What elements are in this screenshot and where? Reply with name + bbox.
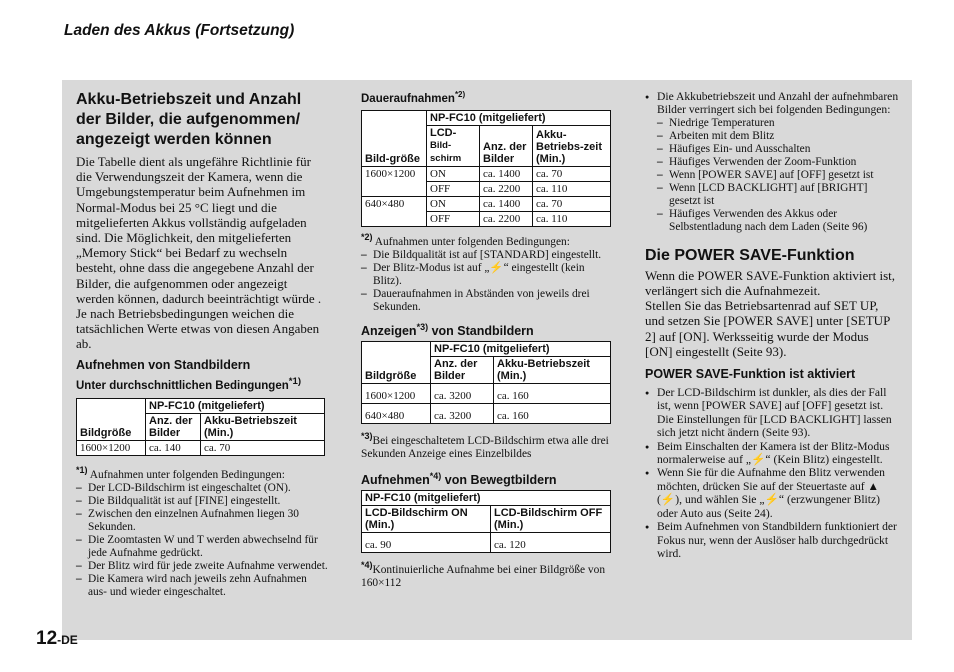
instruction-paragraph: Stellen Sie das Betriebsartenrad auf SET UP, und setzen Sie [POWER SAVE] unter [SETUP 2] auf [ON]. Werksseitig wurde der Modus [ON] eingestellt (Seite 93). <box>645 298 890 359</box>
intro-paragraph: Die Tabelle dient als ungefähre Richtlinie für die Verwendungszeit der Kamera, wenn die Umgebungstemperatur beim Aufnehmen im Normal-Modus bei 25 °C liegt und die mitgelieferten Akkus vollständig aufgeladen sind. Die Möglichkeit, den mitgelieferten „Memory Stick“ bei Bedarf zu wechseln besteht, ohne dass die angegebene Anzahl der Bilder, die aufgenommen oder angezeigt werden können, dadurch beeinträchtigt würde . Je nach Betriebsbedingungen weichen die tatsächlichen Werte etwas von diesen Angaben ab. <box>76 154 322 352</box>
footnote-1: $^{*1)}$ Aufnahmen unter folgenden Bedingungen: – Der LCD-Bildschirm ist eingeschaltet (ON). – Die Bildqualität ist auf [FINE] eingestellt. – Zwischen den einzelnen Aufnahmen liegen 30 Sekunden. – Die Zoomtasten W und T werden abwechselnd für jede Aufnahme gedrückt. – Der Blitz wird für jede zweite Aufnahme verwendet. – Die Kamera wird nach jeweils zehn Aufnahmen aus- und wieder eingeschaltet. <box>76 464 328 599</box>
list-item: – Die Bildqualität ist auf [FINE] eingestellt. <box>76 495 328 508</box>
list-item: – Der Blitz wird für jede zweite Aufnahme verwendet. <box>76 560 328 573</box>
list-item: – Häufiges Verwenden der Zoom-Funktion <box>657 156 899 169</box>
list-item: – Die Bildqualität ist auf [STANDARD] eingestellt. <box>361 249 613 262</box>
list-item: – Wenn [LCD BACKLIGHT] auf [BRIGHT] gesetzt ist <box>657 182 899 208</box>
table-header: Bild-größe <box>362 110 427 166</box>
table-row: 1600×1200 ca. 3200 ca. 160 <box>362 383 611 403</box>
list-item: ● Beim Aufnehmen von Standbildern funktioniert der Fokus nur, wenn der Auslöser halb durchgedrückt wird. <box>645 520 899 560</box>
list-item: – Niedrige Temperaturen <box>657 117 899 130</box>
table-row: OFF ca. 2200 ca. 110 <box>362 211 611 226</box>
section-heading: Akku-Betriebszeit und Anzahl der Bilder, die aufgenommen/ angezeigt werden können <box>76 91 302 148</box>
table-header: LCD-Bildschirm OFF (Min.) <box>491 505 611 532</box>
table-row: 640×480 ON ca. 1400 ca. 70 <box>362 196 611 211</box>
list-item: ● Die Akkubetriebszeit und Anzahl der aufnehmbaren Bilder verringert sich bei folgenden Bedingungen: – Niedrige Temperaturen – Arbeiten mit dem Blitz – Häufiges Ein- und Ausschalten – Häufiges Verwenden der Zoom-Funktion – Wenn [POWER SAVE] auf [OFF] gesetzt ist – Wenn [LCD BACKLIGHT] auf [BRIGHT] gesetzt ist – Häufiges Verwenden des Akkus oder Selbstentladung nach dem Laden (Seite 96) <box>645 90 899 234</box>
table-header: Akku-Betriebszeit (Min.) <box>494 356 611 383</box>
list-item: ● Wenn Sie für die Aufnahme den Blitz verwenden möchten, drücken Sie auf der Steuertaste auf ▲ (⚡), und wählen Sie „⚡“ (erzwungener Blitz) oder Auto aus (Seite 24). <box>645 466 899 520</box>
list-item: – Die Kamera wird nach jeweils zehn Aufnahmen aus- und wieder eingeschaltet. <box>76 573 328 599</box>
list-item: – Häufiges Verwenden des Akkus oder Selbstentladung nach dem Laden (Seite 96) <box>657 208 899 234</box>
intro-paragraph: Wenn die POWER SAVE-Funktion aktiviert ist, verlängert sich die Aufnahmezeit. <box>645 267 896 299</box>
table-row: 1600×1200 ca. 140 ca. 70 <box>77 441 325 456</box>
footnote-3: $^{*3)}$Bei eingeschaltetem LCD-Bildschirm etwa alle drei Sekunden Anzeige eines Einzelbildes <box>361 430 609 460</box>
table-header: Akku-Betriebs-zeit (Min.) <box>533 125 611 166</box>
subsection-heading: Aufnehmen$^{*4)}$ von Bewegtbildern <box>361 470 557 487</box>
column-left <box>76 90 328 599</box>
page-number: 12-DE <box>36 628 78 649</box>
list-item: – Arbeiten mit dem Blitz <box>657 130 899 143</box>
table-row: 640×480 ca. 3200 ca. 160 <box>362 403 611 423</box>
table-header: Bildgröße <box>362 341 431 383</box>
footnote-2: $^{*2)}$ Aufnahmen unter folgenden Bedingungen: – Die Bildqualität ist auf [STANDARD] eingestellt. – Der Blitz-Modus ist auf „⚡“ eingestellt (kein Blitz). – Daueraufnahmen in Abständen von jeweils drei Sekunden. <box>361 231 613 314</box>
table-header: NP-FC10 (mitgeliefert) <box>146 399 325 414</box>
table-header: LCD- Bild-schirm <box>427 125 480 166</box>
subsection-heading: Aufnehmen von Standbildern <box>76 357 251 372</box>
table-row: 1600×1200 ON ca. 1400 ca. 70 <box>362 166 611 181</box>
subsection-heading: Anzeigen$^{*3)}$ von Standbildern <box>361 321 534 338</box>
table-row: OFF ca. 2200 ca. 110 <box>362 181 611 196</box>
stills-table <box>76 398 325 456</box>
section-heading: Die POWER SAVE-Funktion <box>645 246 855 264</box>
list-item: – Wenn [POWER SAVE] auf [OFF] gesetzt ist <box>657 169 899 182</box>
list-item: – Der LCD-Bildschirm ist eingeschaltet (ON). <box>76 482 328 495</box>
list-item: ● Der LCD-Bildschirm ist dunkler, als dies der Fall ist, wenn [POWER SAVE] auf [OFF] gesetzt ist. Die Einstellungen für [LCD BACKLIGHT] lassen sich jetzt nicht ändern (Seite 93). <box>645 386 899 440</box>
list-item: – Daueraufnahmen in Abständen von jeweils drei Sekunden. <box>361 288 613 314</box>
subsection-heading: POWER SAVE-Funktion ist aktiviert <box>645 367 856 382</box>
footnote-4: $^{*4)}$Kontinuierliche Aufnahme bei einer Bildgröße von 160×112 <box>361 559 606 589</box>
list-item: ● Beim Einschalten der Kamera ist der Blitz-Modus normalerweise auf „⚡“ (Kein Blitz) eingestellt. <box>645 440 899 467</box>
subsection-condition: Unter durchschnittlichen Bedingungen$^{*1)}$ <box>76 375 302 392</box>
list-item: – Der Blitz-Modus ist auf „⚡“ eingestellt (kein Blitz). <box>361 262 613 288</box>
movie-table <box>361 490 611 553</box>
table-header: Bildgröße <box>77 399 146 441</box>
list-item: – Häufiges Ein- und Ausschalten <box>657 143 899 156</box>
table-header: LCD-Bildschirm ON (Min.) <box>362 505 491 532</box>
table-row: ca. 90 ca. 120 <box>362 532 611 552</box>
column-right <box>645 90 899 560</box>
table-header: Anz. der Bilder <box>480 125 533 166</box>
playback-table <box>361 341 611 424</box>
continuous-table <box>361 110 611 227</box>
table-header: Anz. der Bilder <box>431 356 494 383</box>
column-middle <box>361 88 613 590</box>
table-header: NP-FC10 (mitgeliefert) <box>431 341 611 356</box>
subsection-heading: Daueraufnahmen$^{*2)}$ <box>361 90 466 105</box>
table-header: NP-FC10 (mitgeliefert) <box>427 110 611 125</box>
section-header: Laden des Akkus (Fortsetzung) <box>64 22 295 39</box>
table-header: NP-FC10 (mitgeliefert) <box>362 490 611 505</box>
table-header: Akku-Betriebszeit (Min.) <box>201 414 325 441</box>
list-item: – Die Zoomtasten W und T werden abwechselnd für jede Aufnahme gedrückt. <box>76 534 328 560</box>
table-header: Anz. der Bilder <box>146 414 201 441</box>
list-item: – Zwischen den einzelnen Aufnahmen liegen 30 Sekunden. <box>76 508 328 534</box>
